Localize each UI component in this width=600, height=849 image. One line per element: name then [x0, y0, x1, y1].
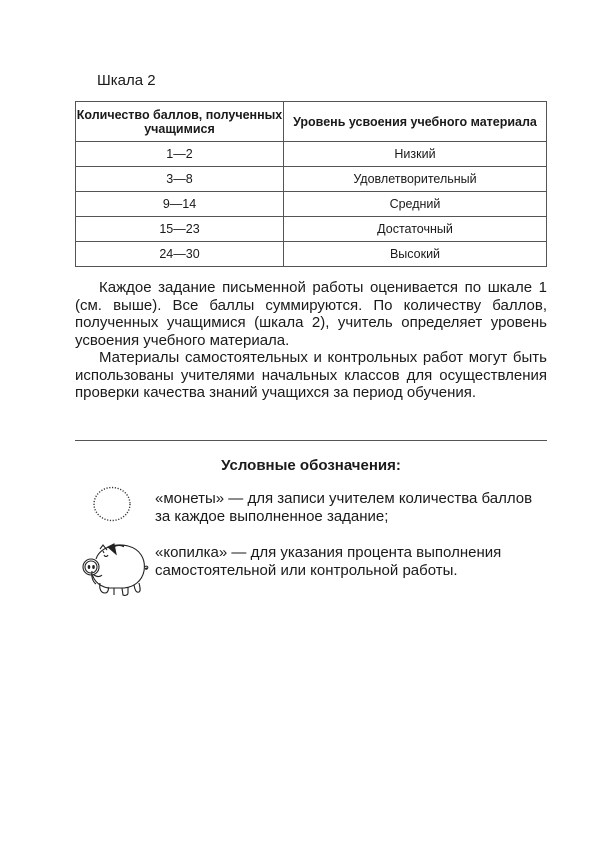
- legend-title: Условные обозначения:: [221, 457, 401, 474]
- paragraph-materials: Материалы самостоятельных и контрольных работ могут быть использованы учителями начальных классов для осуществления проверки качества знаний учащихся за период обучения.: [75, 349, 547, 401]
- table-row: [76, 217, 547, 242]
- coin-icon: [92, 485, 132, 523]
- table-row: [76, 167, 547, 192]
- legend-item-coins: «монеты» — для записи учителем количества баллов за каждое выполненное задание;: [155, 490, 533, 525]
- cell-points: 1—2: [76, 142, 284, 167]
- table-header-row: [76, 102, 547, 142]
- piggy-bank-icon: [78, 537, 150, 601]
- cell-level: Достаточный: [284, 217, 547, 242]
- cell-level: Средний: [284, 192, 547, 217]
- divider: [75, 440, 547, 441]
- table-row: [76, 192, 547, 217]
- table-row: [76, 242, 547, 267]
- paragraph-scoring: Каждое задание письменной работы оценивается по шкале 1 (см. выше). Все баллы суммируются. По количеству баллов, полученных учащимися (шкала 2), учитель определяет уровень усвоения учебного материала.: [75, 279, 547, 349]
- scale-title: Шкала 2: [97, 72, 156, 89]
- table-row: [76, 142, 547, 167]
- cell-points: 15—23: [76, 217, 284, 242]
- header-level: Уровень усвоения учебного материала: [284, 102, 547, 142]
- cell-points: 24—30: [76, 242, 284, 267]
- cell-points: 9—14: [76, 192, 284, 217]
- cell-level: Низкий: [284, 142, 547, 167]
- legend-item-piggy-bank: «копилка» — для указания процента выполнения самостоятельной или контрольной работы.: [155, 544, 502, 579]
- header-points: Количество баллов, полученных учащимися: [76, 102, 284, 142]
- cell-points: 3—8: [76, 167, 284, 192]
- cell-level: Удовлетворительный: [284, 167, 547, 192]
- cell-level: Высокий: [284, 242, 547, 267]
- scale-table: [75, 101, 547, 267]
